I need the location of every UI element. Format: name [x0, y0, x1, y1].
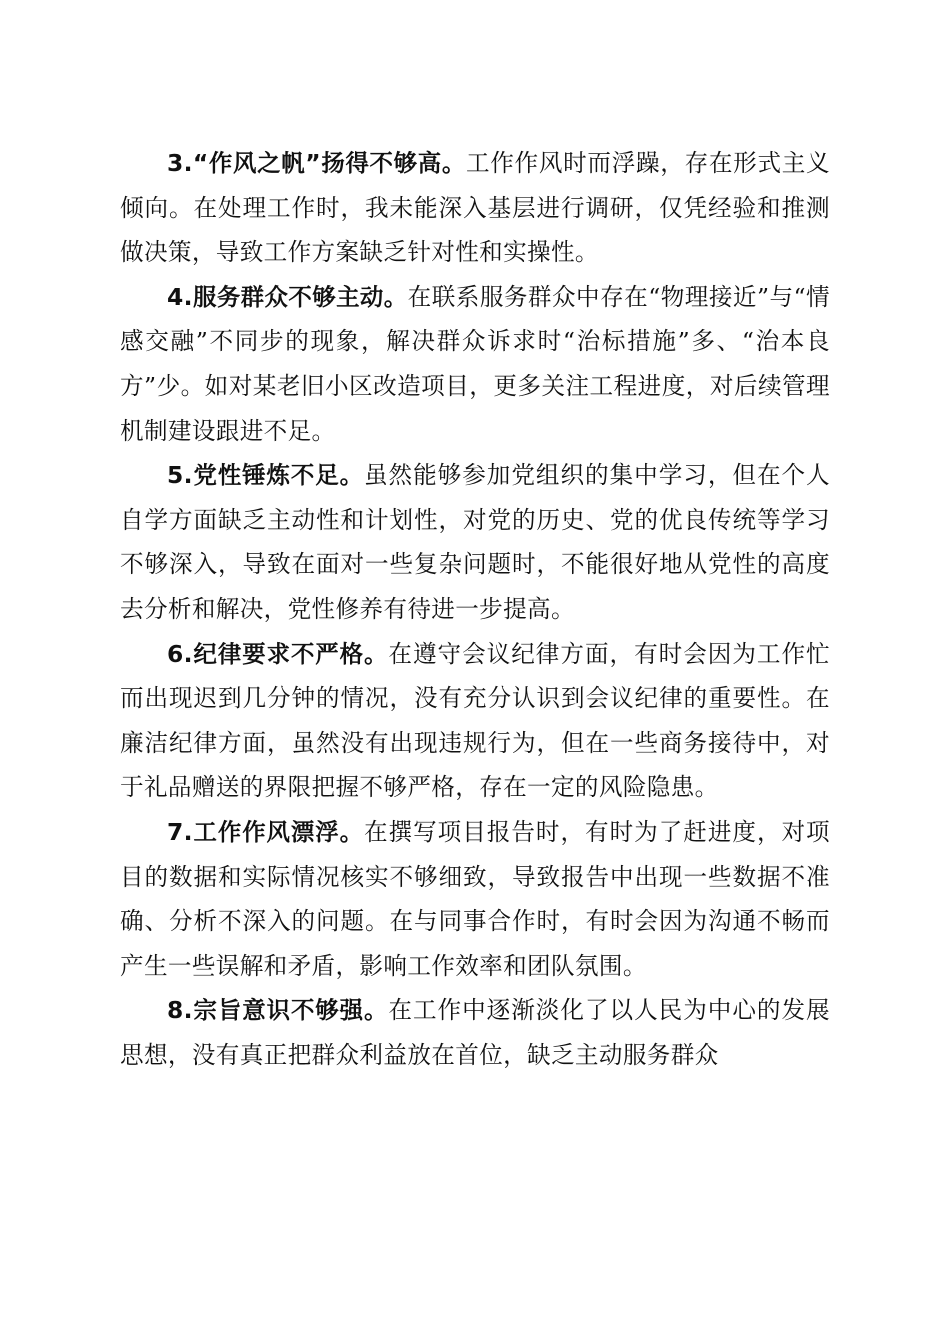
paragraph-8-body: 在工作中逐渐淡化了以人民为中心的发展思想，没有真正把群众利益放在首位，缺乏主动服务群众 — [120, 996, 830, 1069]
paragraph-5-body: 虽然能够参加党组织的集中学习，但在个人自学方面缺乏主动性和计划性，对党的历史、党的优良传统等学习不够深入，导致在面对一些复杂问题时，不能很好地从党性的高度去分析和解决，党性修养有待进一步提高。 — [120, 461, 831, 623]
paragraph-3-body: 工作作风时而浮躁，存在形式主义倾向。在处理工作时，我未能深入基层进行调研，仅凭经验和推测做决策，导致工作方案缺乏针对性和实操性。 — [120, 149, 831, 267]
paragraph-5 — [120, 453, 830, 631]
paragraph-7-body: 在撰写项目报告时，有时为了赶进度，对项目的数据和实际情况核实不够细致，导致报告中出现一些数据不准确、分析不深入的问题。在与同事合作时，有时会因为沟通不畅而产生一些误解和矛盾，影响工作效率和团队氛围。 — [120, 817, 831, 980]
paragraph-6 — [120, 632, 830, 810]
paragraph-5-heading: 5.党性锤炼不足。 — [167, 461, 364, 490]
paragraph-6-heading: 6.纪律要求不严格。 — [167, 639, 389, 668]
paragraph-7-heading: 7.工作作风漂浮。 — [167, 817, 364, 846]
paragraph-4 — [120, 275, 830, 453]
paragraph-8-heading: 8.宗旨意识不够强。 — [167, 996, 389, 1025]
paragraph-3 — [120, 141, 830, 275]
paragraph-6-body: 在遵守会议纪律方面，有时会因为工作忙而出现迟到几分钟的情况，没有充分认识到会议纪律的重要性。在廉洁纪律方面，虽然没有出现违规行为，但在一些商务接待中，对于礼品赠送的界限把握不够严格，存在一定的风险隐患。 — [120, 639, 830, 802]
document-body — [120, 141, 830, 1077]
paragraph-8 — [120, 988, 830, 1077]
paragraph-4-body: 在联系服务群众中存在“物理接近”与“情感交融”不同步的现象，解决群众诉求时“治标措施”多、“治本良方”少。如对某老旧小区改造项目，更多关注工程进度，对后续管理机制建设跟进不足。 — [120, 282, 830, 445]
paragraph-3-heading: 3.“作风之帆”扬得不够高。 — [167, 149, 466, 177]
paragraph-4-heading: 4.服务群众不够主动。 — [167, 282, 408, 311]
paragraph-7 — [120, 810, 830, 988]
